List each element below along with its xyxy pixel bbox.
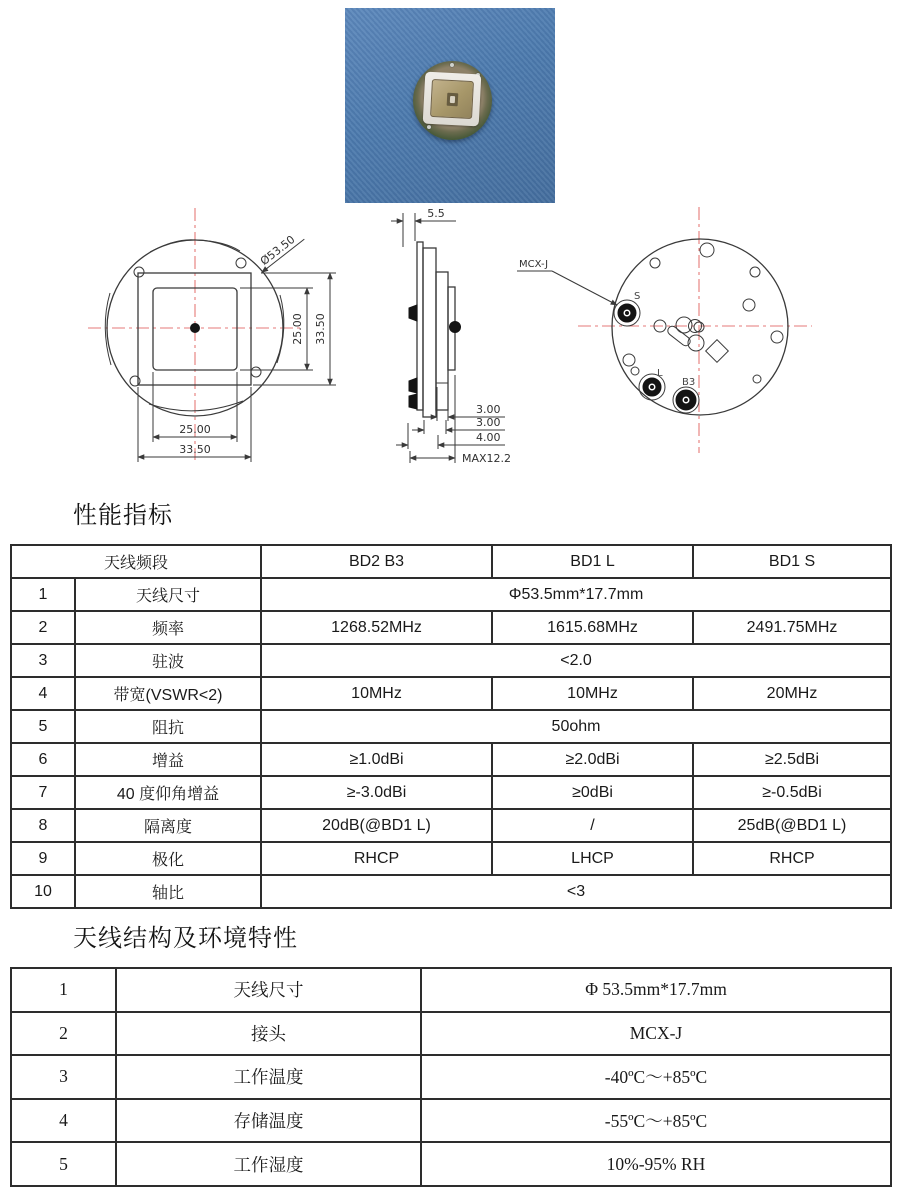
row-no: 6 — [11, 743, 75, 776]
row-label: 天线尺寸 — [116, 968, 421, 1012]
row-label: 增益 — [75, 743, 261, 776]
row-label: 阻抗 — [75, 710, 261, 743]
row-value: <3 — [261, 875, 891, 908]
table-row — [11, 644, 891, 677]
connector-l — [639, 368, 665, 400]
port-b3-label: B3 — [682, 377, 696, 388]
row-label: 40 度仰角增益 — [75, 776, 261, 809]
row-no: 3 — [11, 644, 75, 677]
row-value: RHCP — [693, 842, 891, 875]
row-value: 10%-95% RH — [421, 1142, 891, 1186]
row-value: 10MHz — [261, 677, 492, 710]
patch-slot-notch — [450, 96, 455, 103]
table-row — [11, 743, 891, 776]
row-value: 10MHz — [492, 677, 693, 710]
side-view-drawing — [391, 207, 511, 465]
dim-outer-width: 33.50 — [179, 443, 211, 456]
table-row — [11, 710, 891, 743]
antenna-pcb-disc — [413, 61, 492, 140]
table-row — [11, 968, 891, 1012]
row-label: 轴比 — [75, 875, 261, 908]
metal-patch — [430, 79, 474, 119]
row-no: 9 — [11, 842, 75, 875]
row-no: 1 — [11, 968, 116, 1012]
table-row — [11, 611, 891, 644]
dim-outer-height: 33.50 — [314, 313, 327, 345]
connector-callout-label: MCX-J — [519, 259, 549, 270]
port-s-label: S — [634, 291, 641, 302]
row-value: ≥-0.5dBi — [693, 776, 891, 809]
port-l-label: L — [657, 368, 663, 379]
dim-layer3: 4.00 — [476, 431, 501, 444]
row-no: 7 — [11, 776, 75, 809]
table-row — [11, 842, 891, 875]
row-value: MCX-J — [421, 1012, 891, 1056]
row-value: 25dB(@BD1 L) — [693, 809, 891, 842]
screw-dot — [450, 63, 454, 67]
connector-b3 — [673, 377, 699, 413]
row-value: 50ohm — [261, 710, 891, 743]
row-label: 接头 — [116, 1012, 421, 1056]
row-no: 8 — [11, 809, 75, 842]
product-photo — [345, 8, 555, 203]
section1-title: 性能指标 — [73, 502, 173, 529]
dim-total: MAX12.2 — [462, 452, 512, 465]
row-value: <2.0 — [261, 644, 891, 677]
screw-dot — [427, 125, 431, 129]
row-no: 1 — [11, 578, 75, 611]
row-label: 极化 — [75, 842, 261, 875]
front-view-drawing — [88, 208, 336, 462]
row-value: ≥-3.0dBi — [261, 776, 492, 809]
row-label: 频率 — [75, 611, 261, 644]
row-value: Φ53.5mm*17.7mm — [261, 578, 891, 611]
row-value: ≥0dBi — [492, 776, 693, 809]
row-no: 5 — [11, 1142, 116, 1186]
table-row — [11, 1012, 891, 1056]
table-row — [11, 677, 891, 710]
dim-inner-width: 25.00 — [179, 423, 211, 436]
row-value: ≥2.5dBi — [693, 743, 891, 776]
row-value: Φ 53.5mm*17.7mm — [421, 968, 891, 1012]
row-value: / — [492, 809, 693, 842]
section2-title: 天线结构及环境特性 — [73, 925, 298, 952]
table-row — [11, 1099, 891, 1143]
table-row — [11, 578, 891, 611]
row-value: 1268.52MHz — [261, 611, 492, 644]
performance-spec-table — [10, 544, 892, 909]
table-row — [11, 1142, 891, 1186]
dim-diameter: Ø53.50 — [257, 232, 298, 268]
row-value: ≥2.0dBi — [492, 743, 693, 776]
row-label: 隔离度 — [75, 809, 261, 842]
row-no: 10 — [11, 875, 75, 908]
header-bd1l: BD1 L — [492, 545, 693, 578]
dim-layer1: 3.00 — [476, 403, 501, 416]
structure-environment-table — [10, 967, 892, 1187]
row-no: 4 — [11, 1099, 116, 1143]
row-value: 20dB(@BD1 L) — [261, 809, 492, 842]
row-value: 1615.68MHz — [492, 611, 693, 644]
row-value: -40ºC～+85ºC — [421, 1055, 891, 1099]
row-no: 3 — [11, 1055, 116, 1099]
row-value: -55ºC～+85ºC — [421, 1099, 891, 1143]
row-label: 工作温度 — [116, 1055, 421, 1099]
dim-inner-height: 25.00 — [291, 313, 304, 345]
row-no: 2 — [11, 1012, 116, 1056]
dim-layer2: 3.00 — [476, 416, 501, 429]
row-label: 工作湿度 — [116, 1142, 421, 1186]
table-row — [11, 875, 891, 908]
header-band: 天线频段 — [11, 545, 261, 578]
row-no: 4 — [11, 677, 75, 710]
row-value: ≥1.0dBi — [261, 743, 492, 776]
row-label: 带宽(VSWR<2) — [75, 677, 261, 710]
row-no: 2 — [11, 611, 75, 644]
cad-drawings — [0, 195, 900, 487]
row-value: 2491.75MHz — [693, 611, 891, 644]
row-no: 5 — [11, 710, 75, 743]
table-row — [11, 809, 891, 842]
row-value: LHCP — [492, 842, 693, 875]
header-bd1s: BD1 S — [693, 545, 891, 578]
row-label: 存储温度 — [116, 1099, 421, 1143]
header-bd2b3: BD2 B3 — [261, 545, 492, 578]
ceramic-patch — [423, 72, 482, 127]
patch-feed-slot — [447, 93, 459, 107]
row-label: 驻波 — [75, 644, 261, 677]
row-value: RHCP — [261, 842, 492, 875]
back-view-drawing — [517, 207, 812, 453]
table-row — [11, 776, 891, 809]
row-label: 天线尺寸 — [75, 578, 261, 611]
row-value: 20MHz — [693, 677, 891, 710]
table-row — [11, 1055, 891, 1099]
table-header-row — [11, 545, 891, 578]
dim-top: 5.5 — [427, 207, 445, 220]
